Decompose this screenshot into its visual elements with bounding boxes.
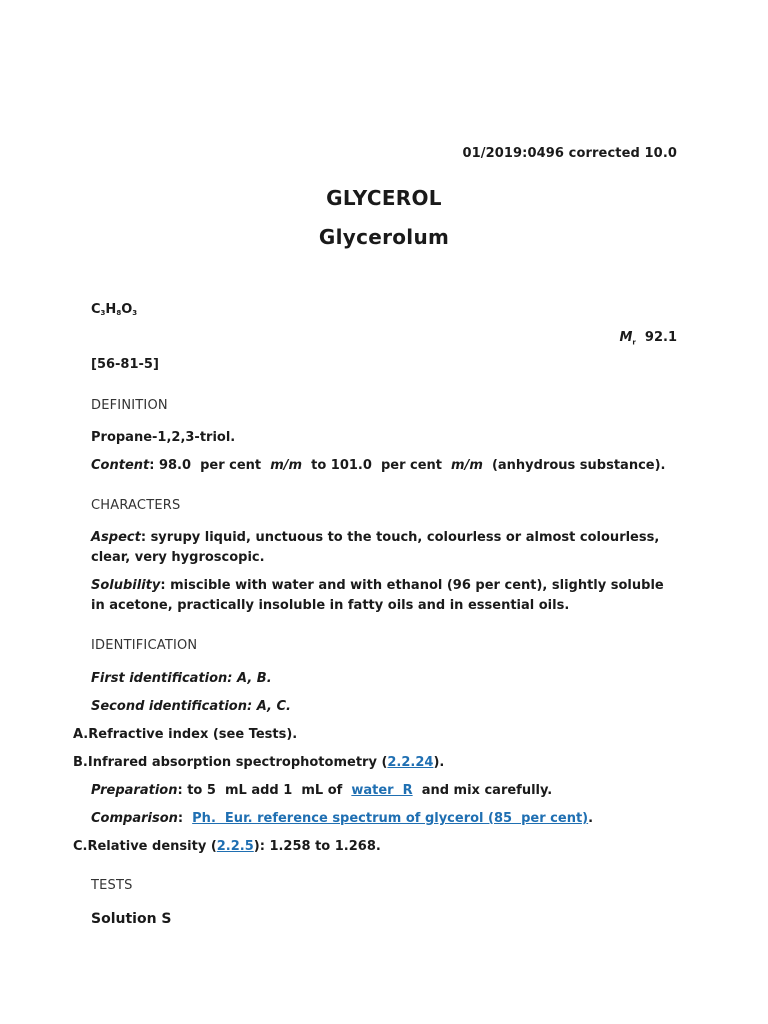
solubility-text: Solubility: miscible with water and with ethanol (96 per cent), slightly soluble in acetone, practically insoluble in fatty oils and in essential oils.: [91, 578, 664, 613]
chemical-name: Propane-1,2,3-triol.: [91, 430, 236, 445]
link-reference-spectrum[interactable]: Ph. Eur. reference spectrum of glycerol (85 per cent): [192, 811, 589, 826]
test-a: A.Refractive index (see Tests).: [73, 727, 298, 742]
section-definition: DEFINITION: [91, 398, 168, 413]
link-2-2-5[interactable]: 2.2.5: [216, 839, 254, 854]
solution-s-heading: Solution S: [91, 911, 172, 927]
latin-title: Glycerolum: [318, 225, 450, 249]
link-water-r[interactable]: water R: [351, 783, 413, 798]
document-title: GLYCEROL: [326, 186, 442, 210]
section-characters: CHARACTERS: [91, 498, 181, 513]
test-c: C.Relative density (2.2.5): 1.258 to 1.268.: [73, 839, 381, 854]
preparation-text: Preparation: to 5 mL add 1 mL of water R and mix carefully.: [91, 783, 553, 798]
comparison-text: Comparison: Ph. Eur. reference spectrum of glycerol (85 per cent).: [91, 811, 594, 826]
second-identification: Second identification: A, C.: [91, 699, 291, 714]
cas-number: [56-81-5]: [91, 357, 159, 372]
section-identification: IDENTIFICATION: [91, 638, 198, 653]
test-b: B.Infrared absorption spectrophotometry (2.2.24).: [73, 755, 445, 770]
aspect-text: Aspect: syrupy liquid, unctuous to the touch, colourless or almost colourless, clear, very hygroscopic.: [91, 530, 660, 565]
link-2-2-24[interactable]: 2.2.24: [387, 755, 434, 770]
content-spec: Content: 98.0 per cent m/m to 101.0 per cent m/m (anhydrous substance).: [91, 458, 666, 473]
first-identification: First identification: A, B.: [91, 671, 272, 686]
section-tests: TESTS: [91, 878, 133, 893]
molecular-weight: $M_r$ 92.1: [619, 330, 677, 347]
molecular-formula: $C_3H_8O_3$: [91, 302, 138, 317]
document-reference: 01/2019:0496 corrected 10.0: [462, 146, 677, 161]
